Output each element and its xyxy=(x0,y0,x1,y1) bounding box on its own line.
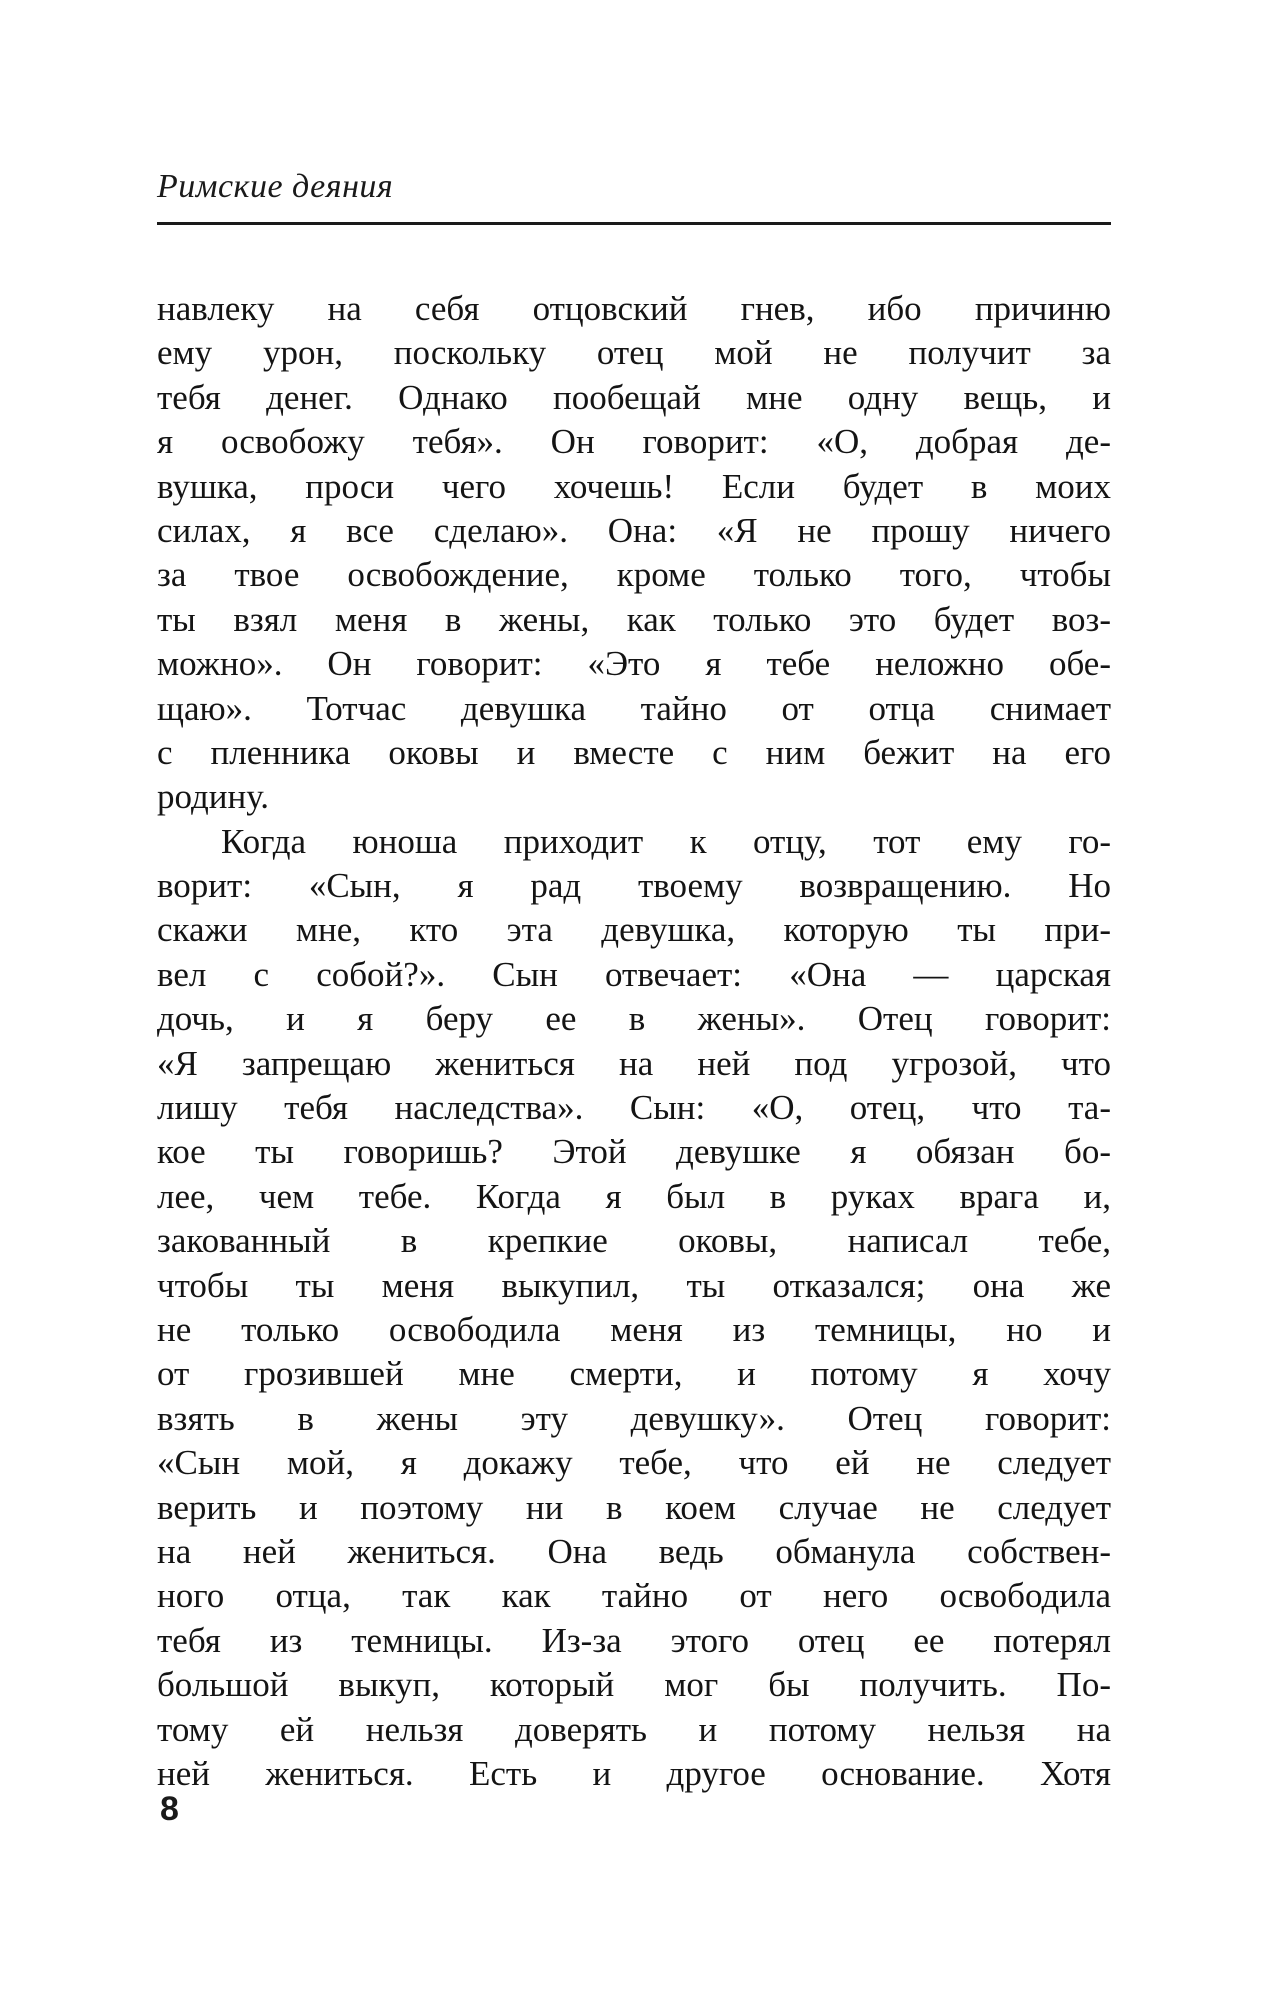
text-line: я освобожу тебя». Он говорит: «О, добрая де- xyxy=(157,422,1111,462)
text-line: ней жениться. Есть и другое основание. Хотя xyxy=(157,1753,1111,1793)
text-line: можно». Он говорит: «Это я тебе неложно обе- xyxy=(157,644,1111,684)
text-line: вушка, проси чего хочешь! Если будет в моих xyxy=(157,466,1111,506)
header-rule xyxy=(157,222,1111,225)
text-line: «Я запрещаю жениться на ней под угрозой, что xyxy=(157,1043,1111,1083)
text-line: тому ей нельзя доверять и потому нельзя на xyxy=(157,1709,1111,1749)
text-line: лее, чем тебе. Когда я был в руках врага и, xyxy=(157,1176,1111,1216)
text-line: не только освободила меня из темницы, но и xyxy=(157,1309,1111,1349)
text-line: скажи мне, кто эта девушка, которую ты при- xyxy=(157,910,1111,950)
text-line: за твое освобождение, кроме только того, чтобы xyxy=(157,555,1111,595)
text-line: взять в жены эту девушку». Отец говорит: xyxy=(157,1398,1111,1438)
text-line: лишу тебя наследства». Сын: «О, отец, что та- xyxy=(157,1088,1111,1128)
text-line: ему урон, поскольку отец мой не получит за xyxy=(157,333,1111,373)
text-line: с пленника оковы и вместе с ним бежит на его xyxy=(157,732,1111,772)
text-line: ного отца, так как тайно от него освободила xyxy=(157,1576,1111,1616)
running-head: Римские деяния xyxy=(157,168,394,205)
text-line: верить и поэтому ни в коем случае не следует xyxy=(157,1487,1111,1527)
text-line: ворит: «Сын, я рад твоему возвращению. Но xyxy=(157,866,1111,906)
text-line: щаю». Тотчас девушка тайно от отца снимает xyxy=(157,688,1111,728)
text-line: кое ты говоришь? Этой девушке я обязан бо- xyxy=(157,1132,1111,1172)
text-line: чтобы ты меня выкупил, ты отказался; она же xyxy=(157,1265,1111,1305)
text-line: большой выкуп, который мог бы получить. По- xyxy=(157,1665,1111,1705)
text-line: закованный в крепкие оковы, написал тебе, xyxy=(157,1221,1111,1261)
text-line: тебя денег. Однако пообещай мне одну вещь, и xyxy=(157,377,1111,417)
text-line: Когда юноша приходит к отцу, тот ему го- xyxy=(221,821,1111,861)
text-line: ты взял меня в жены, как только это будет воз- xyxy=(157,599,1111,639)
text-line: дочь, и я беру ее в жены». Отец говорит: xyxy=(157,999,1111,1039)
text-line: тебя из темницы. Из-за этого отец ее потерял xyxy=(157,1620,1111,1660)
text-line: вел с собой?». Сын отвечает: «Она — царская xyxy=(157,954,1111,994)
body-text xyxy=(157,287,1111,1796)
text-line: на ней жениться. Она ведь обманула собствен- xyxy=(157,1531,1111,1571)
text-line: от грозившей мне смерти, и потому я хочу xyxy=(157,1354,1111,1394)
text-line: родину. xyxy=(157,777,270,817)
page-number: 8 xyxy=(160,1790,179,1828)
text-line: «Сын мой, я докажу тебе, что ей не следует xyxy=(157,1443,1111,1483)
text-line: навлеку на себя отцовский гнев, ибо причиню xyxy=(157,289,1111,328)
text-line: силах, я все сделаю». Она: «Я не прошу ничего xyxy=(157,510,1111,550)
